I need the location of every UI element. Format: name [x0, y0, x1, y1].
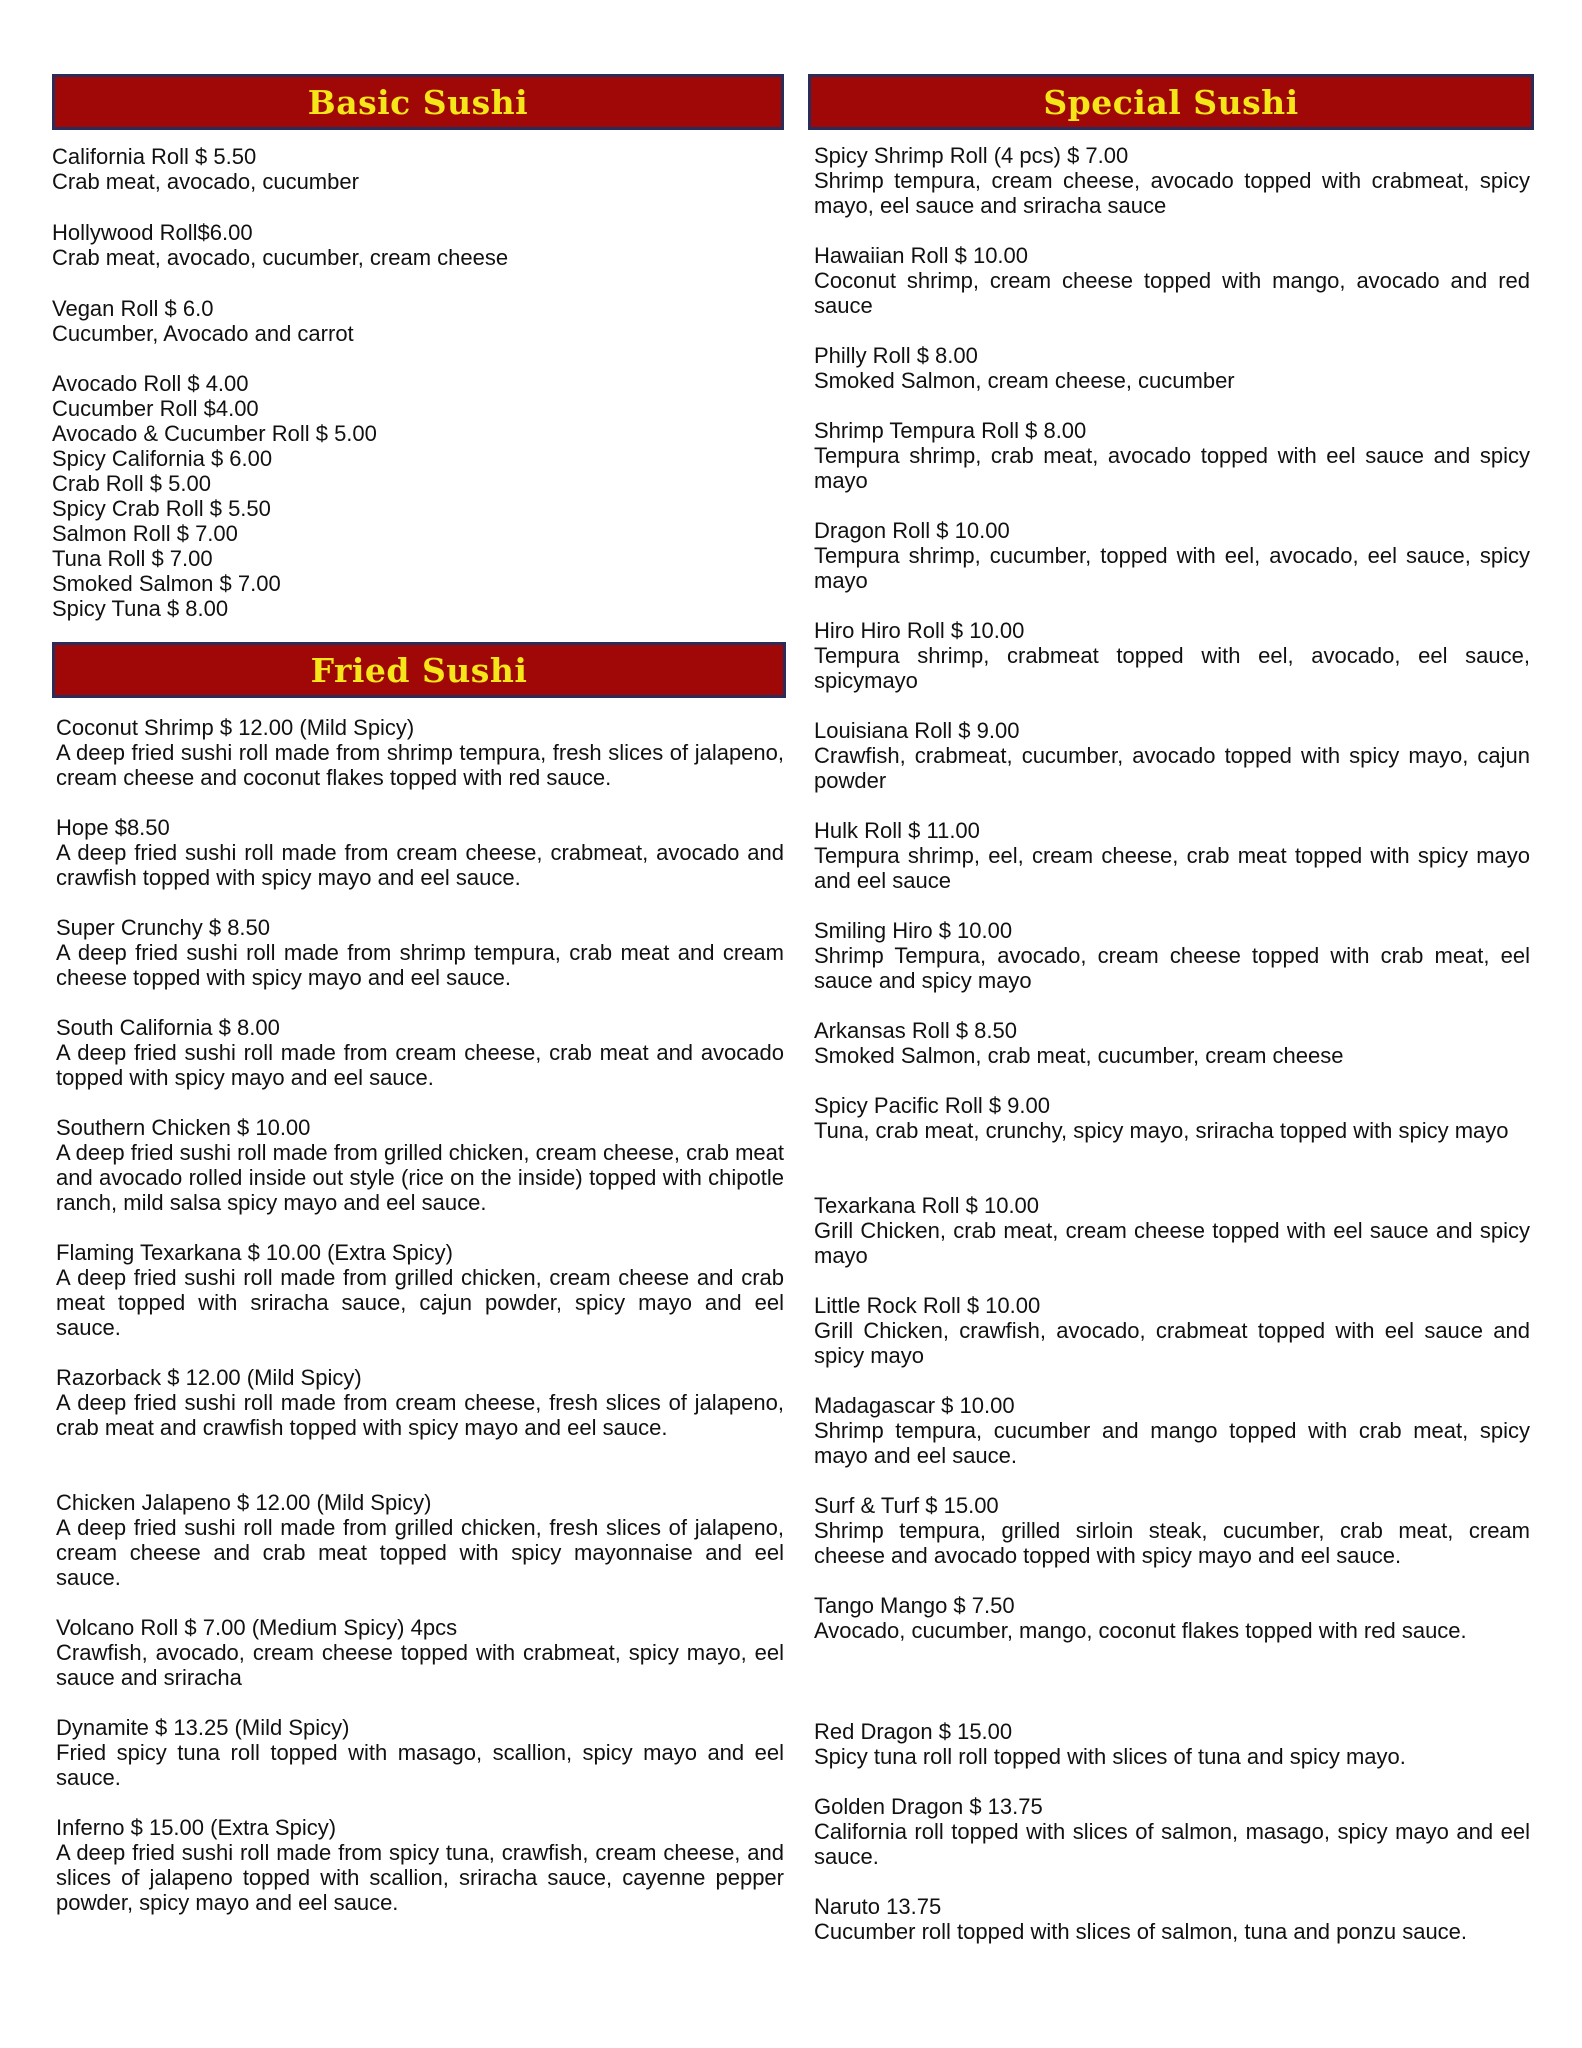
item-name: Cucumber Roll $4.00	[52, 396, 259, 421]
menu-item	[814, 618, 1530, 693]
menu-item	[56, 1115, 784, 1215]
item-name: Philly Roll $ 8.00	[814, 343, 978, 368]
item-name: Avocado & Cucumber Roll $ 5.00	[52, 421, 377, 446]
item-name: Dynamite $ 13.25 (Mild Spicy)	[56, 1715, 350, 1740]
item-name: Spicy Shrimp Roll (4 pcs) $ 7.00	[814, 143, 1129, 168]
item-name: Volcano Roll $ 7.00 (Medium Spicy) 4pcs	[56, 1615, 458, 1640]
item-description: Tempura shrimp, cucumber, topped with eel, avocado, eel sauce, spicy mayo	[814, 543, 1530, 593]
item-description: A deep fried sushi roll made from grilled chicken, cream cheese, crab meat and avocado rolled inside out style (rice on the inside) topped with chipotle ranch, mild salsa spicy mayo and eel sauce.	[56, 1140, 784, 1215]
menu-item	[814, 1093, 1530, 1143]
item-description: Cucumber roll topped with slices of salmon, tuna and ponzu sauce.	[814, 1919, 1468, 1944]
item-name: Dragon Roll $ 10.00	[814, 518, 1010, 543]
menu-item	[814, 718, 1530, 793]
item-description: Shrimp Tempura, avocado, cream cheese topped with crab meat, eel sauce and spicy mayo	[814, 943, 1530, 993]
item-description: California roll topped with slices of salmon, masago, spicy mayo and eel sauce.	[814, 1819, 1530, 1869]
basic-group	[52, 296, 784, 346]
menu-item	[56, 1015, 784, 1090]
item-description: Crawfish, avocado, cream cheese topped with crabmeat, spicy mayo, eel sauce and sriracha	[56, 1640, 784, 1690]
item-description: A deep fried sushi roll made from cream cheese, fresh slices of jalapeno, crab meat and crawfish topped with spicy mayo and eel sauce.	[56, 1390, 784, 1440]
item-name: Smiling Hiro $ 10.00	[814, 918, 1013, 943]
menu-item	[814, 1493, 1530, 1568]
basic-group	[52, 220, 784, 270]
item-name: California Roll $ 5.50	[52, 144, 257, 169]
basic-group	[52, 371, 784, 621]
menu-item	[814, 418, 1530, 493]
item-description: Cucumber, Avocado and carrot	[52, 321, 354, 346]
item-description: Shrimp tempura, grilled sirloin steak, cucumber, crab meat, cream cheese and avocado topped with spicy mayo and eel sauce.	[814, 1518, 1530, 1568]
fried-sushi-title: Fried Sushi	[310, 650, 528, 690]
menu-item	[814, 1393, 1530, 1468]
item-name: Spicy Tuna $ 8.00	[52, 596, 229, 621]
menu-item	[814, 1293, 1530, 1368]
menu-item	[56, 1815, 784, 1915]
item-description: Crawfish, crabmeat, cucumber, avocado topped with spicy mayo, cajun powder	[814, 743, 1530, 793]
item-description: Tempura shrimp, eel, cream cheese, crab meat topped with spicy mayo and eel sauce	[814, 843, 1530, 893]
menu-item	[56, 1365, 784, 1440]
menu-item	[56, 915, 784, 990]
menu-item	[814, 343, 1530, 393]
item-description: Tuna, crab meat, crunchy, spicy mayo, sriracha topped with spicy mayo	[814, 1118, 1509, 1143]
fried-sushi-header	[52, 642, 786, 698]
item-name: Southern Chicken $ 10.00	[56, 1115, 311, 1140]
item-description: A deep fried sushi roll made from grilled chicken, cream cheese and crab meat topped with sriracha sauce, cajun powder, spicy mayo and eel sauce.	[56, 1265, 784, 1340]
menu-item	[814, 1193, 1530, 1268]
menu-item	[56, 1615, 784, 1690]
item-description: Shrimp tempura, cucumber and mango topped with crab meat, spicy mayo and eel sauce.	[814, 1418, 1530, 1468]
item-name: Smoked Salmon $ 7.00	[52, 571, 281, 596]
item-description: Smoked Salmon, crab meat, cucumber, cream cheese	[814, 1043, 1344, 1068]
menu-item	[814, 918, 1530, 993]
item-name: Spicy California $ 6.00	[52, 446, 273, 471]
item-description: A deep fried sushi roll made from cream cheese, crab meat and avocado topped with spicy mayo and eel sauce.	[56, 1040, 784, 1090]
item-description: Spicy tuna roll roll topped with slices of tuna and spicy mayo.	[814, 1744, 1406, 1769]
menu-item	[814, 518, 1530, 593]
item-description: Fried spicy tuna roll topped with masago, scallion, spicy mayo and eel sauce.	[56, 1740, 784, 1790]
item-description: A deep fried sushi roll made from spicy tuna, crawfish, cream cheese, and slices of jalapeno topped with scallion, sriracha sauce, cayenne pepper powder, spicy mayo and eel sauce.	[56, 1840, 784, 1915]
item-description: A deep fried sushi roll made from shrimp tempura, crab meat and cream cheese topped with spicy mayo and eel sauce.	[56, 940, 784, 990]
item-name: Super Crunchy $ 8.50	[56, 915, 271, 940]
menu-item	[814, 1719, 1530, 1769]
item-name: Coconut Shrimp $ 12.00 (Mild Spicy)	[56, 715, 415, 740]
menu-item	[56, 1240, 784, 1340]
item-name: Avocado Roll $ 4.00	[52, 371, 249, 396]
item-description: Grill Chicken, crawfish, avocado, crabmeat topped with eel sauce and spicy mayo	[814, 1318, 1530, 1368]
item-description: A deep fried sushi roll made from cream cheese, crabmeat, avocado and crawfish topped with spicy mayo and eel sauce.	[56, 840, 784, 890]
menu-item	[56, 1490, 784, 1590]
item-description: Shrimp tempura, cream cheese, avocado topped with crabmeat, spicy mayo, eel sauce and sriracha sauce	[814, 168, 1530, 218]
item-name: Inferno $ 15.00 (Extra Spicy)	[56, 1815, 337, 1840]
menu-item	[56, 815, 784, 890]
item-name: Crab Roll $ 5.00	[52, 471, 211, 496]
item-description: Tempura shrimp, crab meat, avocado topped with eel sauce and spicy mayo	[814, 443, 1530, 493]
item-description: Crab meat, avocado, cucumber, cream cheese	[52, 245, 509, 270]
menu-item	[814, 243, 1530, 318]
item-description: Avocado, cucumber, mango, coconut flakes topped with red sauce.	[814, 1618, 1467, 1643]
special-sushi-title: Special Sushi	[1043, 82, 1299, 122]
item-name: Tango Mango $ 7.50	[814, 1593, 1015, 1618]
item-name: Golden Dragon $ 13.75	[814, 1794, 1043, 1819]
basic-group	[52, 144, 784, 194]
basic-sushi-title: Basic Sushi	[307, 82, 529, 122]
item-description: Tempura shrimp, crabmeat topped with eel, avocado, eel sauce, spicymayo	[814, 643, 1530, 693]
item-description: A deep fried sushi roll made from grilled chicken, fresh slices of jalapeno, cream cheese and crab meat topped with spicy mayonnaise and eel sauce.	[56, 1515, 784, 1590]
menu-item	[814, 1018, 1530, 1068]
item-name: Spicy Pacific Roll $ 9.00	[814, 1093, 1050, 1118]
item-name: Salmon Roll $ 7.00	[52, 521, 238, 546]
item-name: Hiro Hiro Roll $ 10.00	[814, 618, 1025, 643]
item-name: Shrimp Tempura Roll $ 8.00	[814, 418, 1087, 443]
item-name: South California $ 8.00	[56, 1015, 280, 1040]
item-name: Flaming Texarkana $ 10.00 (Extra Spicy)	[56, 1240, 453, 1265]
item-name: Tuna Roll $ 7.00	[52, 546, 213, 571]
item-description: Crab meat, avocado, cucumber	[52, 169, 359, 194]
item-name: Louisiana Roll $ 9.00	[814, 718, 1020, 743]
item-name: Hollywood Roll$6.00	[52, 220, 253, 245]
item-name: Vegan Roll $ 6.0	[52, 296, 214, 321]
item-name: Surf & Turf $ 15.00	[814, 1493, 999, 1518]
item-name: Texarkana Roll $ 10.00	[814, 1193, 1040, 1218]
item-description: Coconut shrimp, cream cheese topped with mango, avocado and red sauce	[814, 268, 1530, 318]
item-description: Grill Chicken, crab meat, cream cheese topped with eel sauce and spicy mayo	[814, 1218, 1530, 1268]
item-name: Little Rock Roll $ 10.00	[814, 1293, 1041, 1318]
menu-item	[814, 1593, 1530, 1643]
item-name: Spicy Crab Roll $ 5.50	[52, 496, 271, 521]
menu-item	[56, 1715, 784, 1790]
item-name: Chicken Jalapeno $ 12.00 (Mild Spicy)	[56, 1490, 432, 1515]
item-name: Hope $8.50	[56, 815, 170, 840]
item-description: A deep fried sushi roll made from shrimp tempura, fresh slices of jalapeno, cream cheese and coconut flakes topped with red sauce.	[56, 740, 784, 790]
menu-item	[814, 143, 1530, 218]
item-name: Madagascar $ 10.00	[814, 1393, 1015, 1418]
item-name: Razorback $ 12.00 (Mild Spicy)	[56, 1365, 362, 1390]
item-name: Red Dragon $ 15.00	[814, 1719, 1013, 1744]
item-description: Smoked Salmon, cream cheese, cucumber	[814, 368, 1235, 393]
menu-item	[814, 1894, 1530, 1944]
item-name: Arkansas Roll $ 8.50	[814, 1018, 1017, 1043]
item-name: Hulk Roll $ 11.00	[814, 818, 980, 843]
basic-sushi-header	[52, 74, 784, 130]
item-name: Hawaiian Roll $ 10.00	[814, 243, 1029, 268]
menu-item	[814, 818, 1530, 893]
menu-item	[814, 1794, 1530, 1869]
menu-item	[56, 715, 784, 790]
item-name: Naruto 13.75	[814, 1894, 942, 1919]
special-sushi-header	[808, 74, 1534, 130]
